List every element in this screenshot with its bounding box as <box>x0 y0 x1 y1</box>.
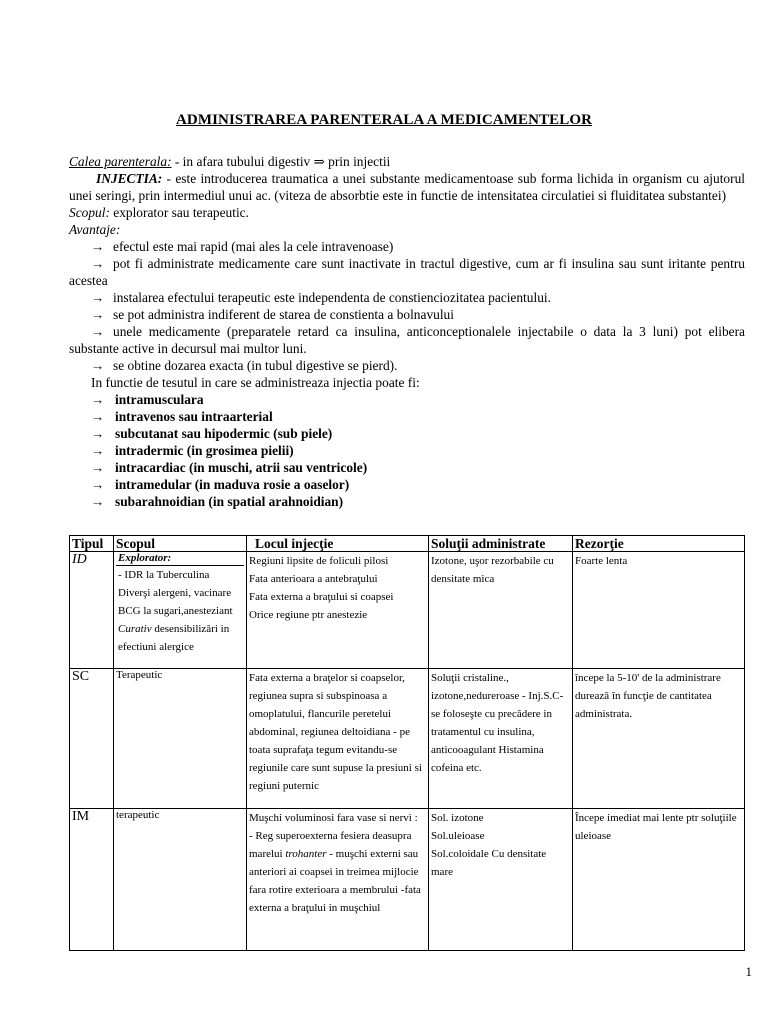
cell-rezortie: începe la 5-10' de la administrare durează în funcţie de cantitatea administrata. <box>573 669 745 809</box>
arrow-icon: → <box>91 443 105 458</box>
advantage-item: → se pot administra indiferent de starea de constienta a bolnavului <box>91 307 454 322</box>
table-row <box>70 552 745 669</box>
table-row <box>70 669 745 809</box>
document-body <box>69 153 745 510</box>
cell-tipul: ID <box>70 552 114 669</box>
cell-scopul: Terapeutic <box>114 669 247 809</box>
arrow-icon: → <box>91 324 105 339</box>
header-rezortie: Rezorţie <box>573 536 745 552</box>
header-solutii: Soluţii administrate <box>429 536 573 552</box>
explorator-label: Explorator: <box>116 552 244 566</box>
advantage-item: → pot fi administrate medicamente care sunt inactivate in tractul digestive, cum ar fi insulina sau sunt iritante pentru acestea <box>69 256 745 288</box>
arrow-icon: → <box>91 239 105 254</box>
header-scopul: Scopul <box>114 536 247 552</box>
scopul-text: explorator sau terapeutic. <box>109 205 249 220</box>
advantage-item: → instalarea efectului terapeutic este independenta de constienciozitatea pacientului. <box>91 290 551 305</box>
arrow-icon: → <box>91 460 105 475</box>
arrow-icon: → <box>91 426 105 441</box>
calea-paragraph <box>69 153 745 170</box>
scopul-label: Scopul: <box>69 205 110 220</box>
arrow-icon: → <box>91 494 105 509</box>
tissue-type-item: → intradermic (in grosimea pielii) <box>91 443 294 458</box>
calea-text: - in afara tubului digestiv ⇒ prin injectii <box>171 154 391 169</box>
header-locul: Locul injecţie <box>247 536 429 552</box>
cell-locul: Fata externa a braţelor si coapselor, regiunea supra si subspinoasa a omoplatului, flancurile peretelui abdominal, regiunea deltoidiana - pe toata suprafaţa tegum evitandu-se regiunile care sunt supuse la presiuni si regiuni puternic <box>247 669 429 809</box>
injectia-text: - este introducerea traumatica a unei substante medicamentoase sub forma lichida in organism cu ajutorul unei seringi, prin intermediul unui ac. (viteza de absorbtie este in functie de intensitatea circulatiei si fluiditatea substantei) <box>69 171 745 203</box>
cell-solutii: Sol. izotone Sol.uleioase Sol.coloidale Cu densitate mare <box>429 809 573 951</box>
arrow-icon: → <box>91 409 105 424</box>
tissue-type-item: → subarahnoidian (in spatial arahnoidian) <box>91 494 344 509</box>
cell-scopul: terapeutic <box>114 809 247 951</box>
advantage-item: → efectul este mai rapid (mai ales la cele intravenoase) <box>91 239 394 254</box>
tissue-type-item: → intramusculara <box>91 392 204 407</box>
advantages-list <box>69 238 745 374</box>
advantage-item: → se obtine dozarea exacta (in tubul digestive se pierd). <box>91 358 398 373</box>
injectia-paragraph <box>69 170 745 204</box>
arrow-icon: → <box>91 307 105 322</box>
scopul-paragraph <box>69 204 745 221</box>
cell-rezortie: Începe imediat mai lente ptr soluţiile uleioase <box>573 809 745 951</box>
cell-rezortie: Foarte lenta <box>573 552 745 669</box>
page-title: ADMINISTRAREA PARENTERALA A MEDICAMENTELOR <box>175 112 593 128</box>
tissue-type-item: → intracardiac (in muschi, atrii sau ventricole) <box>91 460 368 475</box>
arrow-icon: → <box>91 256 105 271</box>
tissue-intro: In functie de tesutul in care se administreaza injectia poate fi: <box>91 375 420 390</box>
calea-label: Calea parenterala: <box>69 154 172 169</box>
page-number: 1 <box>745 964 752 979</box>
advantage-item: → unele medicamente (preparatele retard ca insulina, anticonceptionalele injectabile o data la 3 luni) pot elibera substante active in decursul mai multor luni. <box>69 324 745 356</box>
table-row <box>70 809 745 951</box>
cell-solutii: Soluţii cristaline., izotone,nedureroase - Inj.S.C- se foloseşte cu precădere in tratamentul cu insulina, anticooagulant Histamina cofeina etc. <box>429 669 573 809</box>
tissue-type-item: → subcutanat sau hipodermic (sub piele) <box>91 426 333 441</box>
cell-solutii: Izotone, uşor rezorbabile cu densitate mica <box>429 552 573 669</box>
cell-scopul: Explorator: - IDR la Tuberculina Diverşi alergeni, vacinare BCG la sugari,anesteziant Curativ desensibilizări in efectiuni alergice <box>114 552 247 669</box>
cell-tipul: IM <box>70 809 114 951</box>
cell-locul: Muşchi voluminosi fara vase si nervi : - Reg superoexterna fesiera deasupra marelui trohanter - muşchi externi sau anteriori ai coapsei in treimea mijlocie fara rotire exterioara a membrului -fata externa a braţului in muşchiul <box>247 809 429 951</box>
injection-types-table <box>69 535 745 951</box>
avantaje-label: Avantaje: <box>69 222 121 237</box>
arrow-icon: → <box>91 290 105 305</box>
cell-locul: Regiuni lipsite de foliculi pilosi Fata anterioara a antebraţului Fata externa a braţului si coapsei Orice regiune ptr anestezie <box>247 552 429 669</box>
tissue-type-item: → intramedular (in maduva rosie a oaselor) <box>91 477 350 492</box>
arrow-icon: → <box>91 392 105 407</box>
injectia-label: INJECTIA: <box>96 171 163 186</box>
table-header-row <box>70 536 745 552</box>
header-tipul: Tipul <box>70 536 114 552</box>
arrow-icon: → <box>91 477 105 492</box>
tissue-type-item: → intravenos sau intraarterial <box>91 409 273 424</box>
cell-tipul: SC <box>70 669 114 809</box>
tissue-types-list <box>69 391 745 510</box>
arrow-icon: → <box>91 358 105 373</box>
